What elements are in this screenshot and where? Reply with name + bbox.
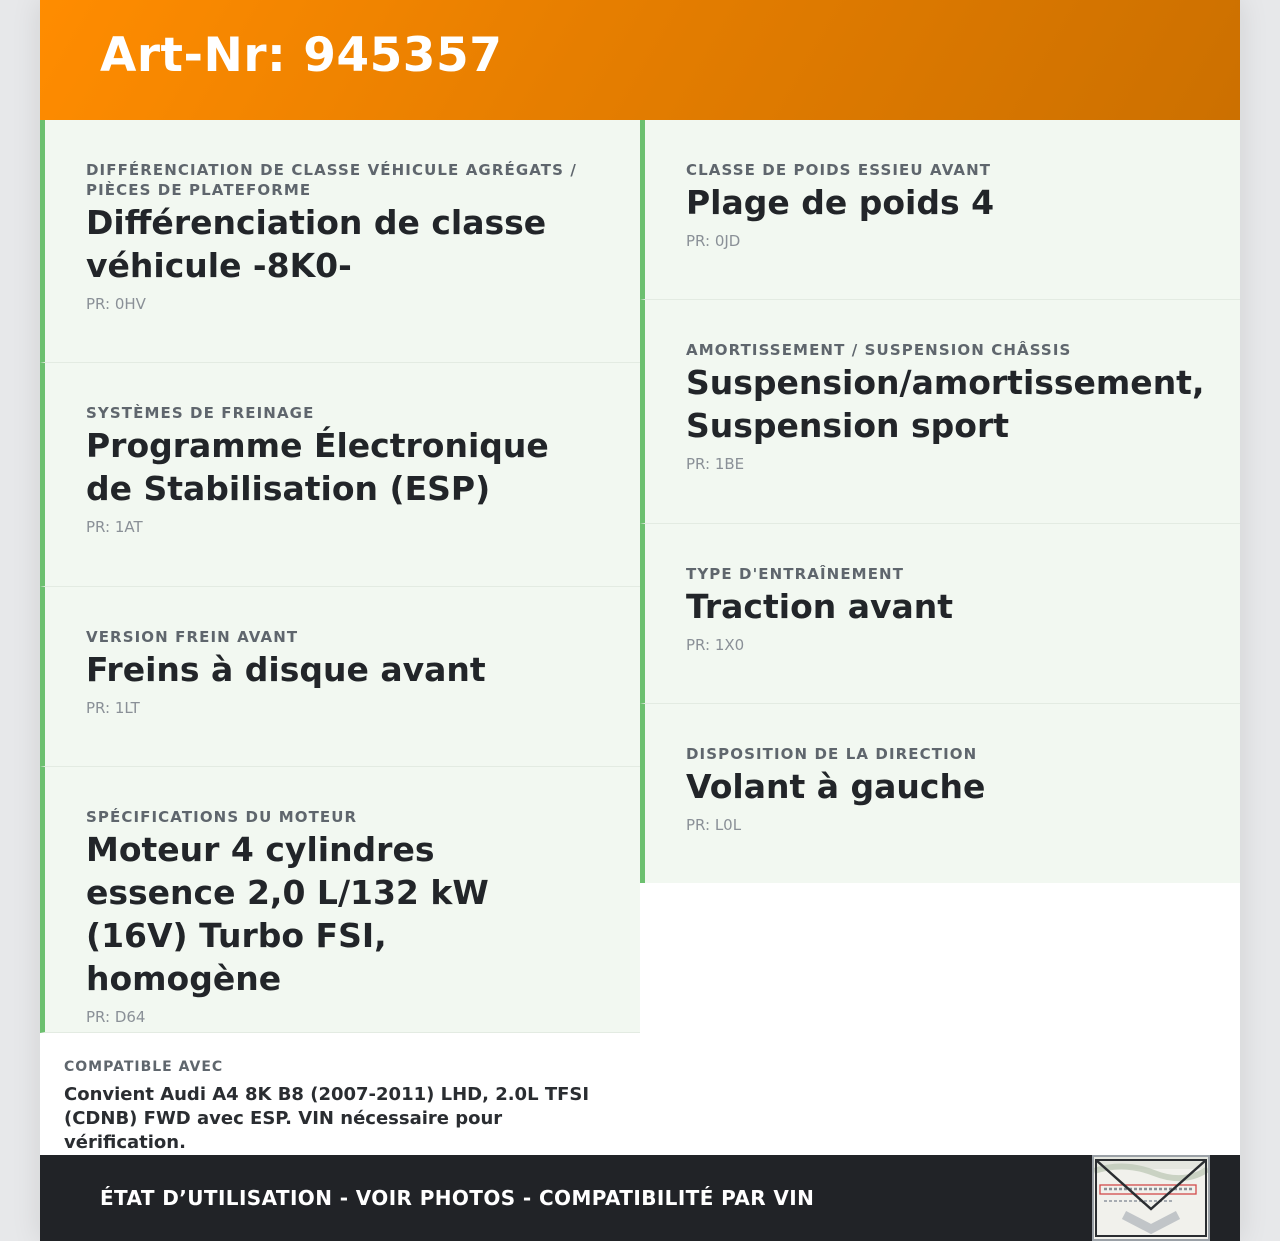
spec-value: Volant à gauche xyxy=(686,767,986,806)
spec-card-axle-weight xyxy=(640,120,1240,300)
spec-value: Suspension/amortissement, Suspension sport xyxy=(686,363,1205,445)
spec-pr-code: PR: L0L xyxy=(686,816,742,834)
spec-pr-code: PR: D64 xyxy=(86,1008,146,1026)
vehicle-document-photo-icon[interactable] xyxy=(1092,1155,1210,1241)
spec-card-suspension xyxy=(640,300,1240,524)
compatibility-text: Convient Audi A4 8K B8 (2007-2011) LHD, 2.0L TFSI (CDNB) FWD avec ESP. VIN nécessaire pour vérification. xyxy=(64,1084,590,1153)
spec-card-steering xyxy=(640,704,1240,883)
envelope-thumbnail-graphic xyxy=(1094,1157,1208,1239)
spec-card-drive-type xyxy=(640,524,1240,704)
spec-label: TYPE D'ENTRAÎNEMENT xyxy=(686,565,905,583)
header-banner xyxy=(40,0,1240,120)
spec-label: DIFFÉRENCIATION DE CLASSE VÉHICULE AGRÉGATS / PIÈCES DE PLATEFORME xyxy=(86,161,577,199)
right-spec-column xyxy=(640,120,1240,883)
spec-pr-code: PR: 1LT xyxy=(86,699,140,717)
spec-value: Traction avant xyxy=(686,587,954,626)
spec-pr-code: PR: 0HV xyxy=(86,295,146,313)
spec-label: VERSION FREIN AVANT xyxy=(86,628,299,646)
compatibility-label: COMPATIBLE AVEC xyxy=(64,1059,224,1075)
spec-label: AMORTISSEMENT / SUSPENSION CHÂSSIS xyxy=(686,341,1072,359)
left-spec-column xyxy=(40,120,640,1033)
spec-pr-code: PR: 1AT xyxy=(86,518,143,536)
spec-pr-code: PR: 0JD xyxy=(686,232,741,250)
spec-label: DISPOSITION DE LA DIRECTION xyxy=(686,745,978,763)
spec-card-braking xyxy=(40,363,640,587)
footer-bar xyxy=(40,1155,1240,1241)
product-page xyxy=(40,0,1240,1241)
spec-value: Différenciation de classe véhicule -8K0- xyxy=(86,203,547,285)
spec-label: SYSTÈMES DE FREINAGE xyxy=(86,404,315,422)
footer-condition-text: ÉTAT D’UTILISATION - VOIR PHOTOS - COMPATIBILITÉ PAR VIN xyxy=(100,1186,815,1210)
spec-label: SPÉCIFICATIONS DU MOTEUR xyxy=(86,808,358,826)
spec-label: CLASSE DE POIDS ESSIEU AVANT xyxy=(686,161,992,179)
spec-card-front-brake xyxy=(40,587,640,767)
spec-pr-code: PR: 1BE xyxy=(686,455,745,473)
spec-value: Programme Électronique de Stabilisation (ESP) xyxy=(86,426,549,508)
spec-card-platform xyxy=(40,120,640,363)
spec-pr-code: PR: 1X0 xyxy=(686,636,745,654)
spec-value: Moteur 4 cylindres essence 2,0 L/132 kW (16V) Turbo FSI, homogène xyxy=(86,830,489,998)
article-number-title: Art-Nr: 945357 xyxy=(100,28,503,83)
spec-value: Plage de poids 4 xyxy=(686,183,995,222)
spec-card-engine xyxy=(40,767,640,1033)
compatibility-section xyxy=(40,1033,640,1155)
spec-value: Freins à disque avant xyxy=(86,650,486,689)
